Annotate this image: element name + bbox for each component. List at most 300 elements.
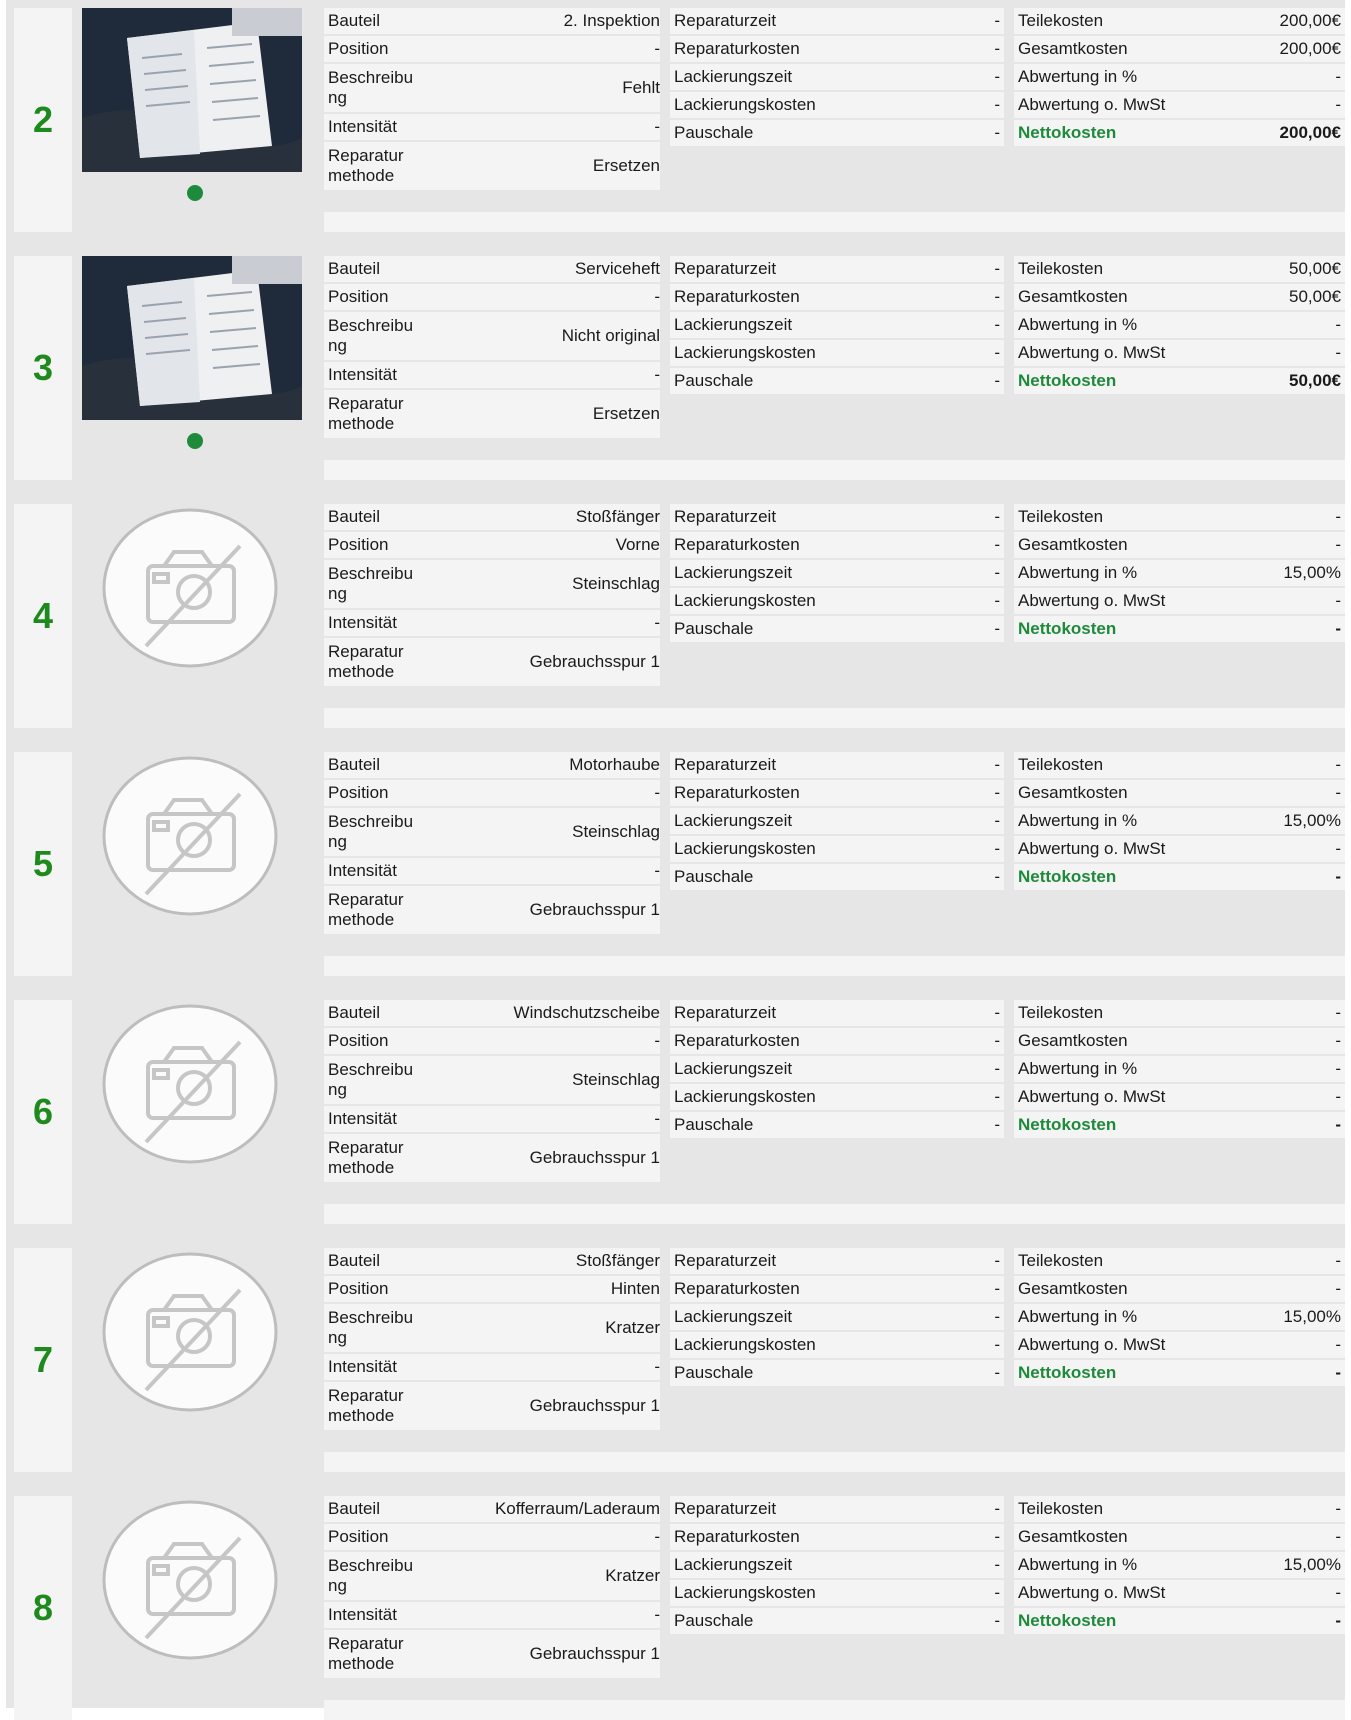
abwertung-mwst-value: - xyxy=(1335,1335,1341,1354)
lackierungskosten-label: Lackierungskosten xyxy=(674,591,816,610)
abwertung-pct-value: 15,00% xyxy=(1283,563,1341,582)
position-row xyxy=(324,1028,660,1054)
repair-costs xyxy=(670,8,1004,148)
intensitaet-row xyxy=(324,1354,660,1380)
reparaturkosten-row xyxy=(670,1524,1004,1550)
teilekosten-value: - xyxy=(1335,755,1341,774)
intensitaet-label: Intensität xyxy=(328,613,397,632)
abwertung-mwst-label: Abwertung o. MwSt xyxy=(1018,839,1166,858)
cost-summary xyxy=(1014,8,1345,148)
methode-row xyxy=(324,390,660,438)
beschreibung-value: Steinschlag xyxy=(572,1070,660,1089)
position-label: Position xyxy=(328,783,389,802)
methode-label: Reparaturmethode xyxy=(328,394,404,433)
damage-entry xyxy=(14,504,1345,728)
reparaturkosten-row xyxy=(670,1028,1004,1054)
lackierungszeit-value: - xyxy=(994,1307,1000,1326)
lackierungskosten-row xyxy=(670,1084,1004,1110)
reparaturzeit-row xyxy=(670,1496,1004,1522)
lackierungskosten-value: - xyxy=(994,591,1000,610)
lackierungskosten-row xyxy=(670,92,1004,118)
abwertung-mwst-value: - xyxy=(1335,95,1341,114)
reparaturkosten-value: - xyxy=(994,1527,1000,1546)
lackierungskosten-label: Lackierungskosten xyxy=(674,1335,816,1354)
pauschale-label: Pauschale xyxy=(674,123,754,142)
damage-number: 4 xyxy=(14,504,72,728)
damage-entry xyxy=(14,1000,1345,1224)
reparaturkosten-label: Reparaturkosten xyxy=(674,783,800,802)
bauteil-row xyxy=(324,1000,660,1026)
abwertung-mwst-label: Abwertung o. MwSt xyxy=(1018,1583,1166,1602)
damage-number: 3 xyxy=(14,256,72,480)
document-photo-image xyxy=(82,256,302,420)
damage-details xyxy=(324,1496,660,1680)
bauteil-row xyxy=(324,8,660,34)
document-photo-image xyxy=(82,8,302,172)
damage-number: 8 xyxy=(14,1496,72,1720)
abwertung-mwst-value: - xyxy=(1335,839,1341,858)
gesamtkosten-label: Gesamtkosten xyxy=(1018,1279,1128,1298)
reparaturzeit-value: - xyxy=(994,259,1000,278)
abwertung-pct-value: 15,00% xyxy=(1283,1555,1341,1574)
damage-details xyxy=(324,1248,660,1432)
no-image-placeholder xyxy=(102,508,278,668)
gesamtkosten-label: Gesamtkosten xyxy=(1018,39,1128,58)
lackierungszeit-label: Lackierungszeit xyxy=(674,315,793,334)
entry-footer-bar xyxy=(324,1700,1345,1720)
teilekosten-label: Teilekosten xyxy=(1018,1251,1104,1270)
abwertung-pct-row xyxy=(1014,312,1345,338)
abwertung-mwst-label: Abwertung o. MwSt xyxy=(1018,95,1166,114)
repair-costs xyxy=(670,256,1004,396)
teilekosten-label: Teilekosten xyxy=(1018,259,1104,278)
cost-summary xyxy=(1014,504,1345,644)
pauschale-row xyxy=(670,368,1004,394)
gesamtkosten-value: - xyxy=(1335,783,1341,802)
reparaturkosten-row xyxy=(670,1276,1004,1302)
lackierungszeit-label: Lackierungszeit xyxy=(674,563,793,582)
gesamtkosten-row xyxy=(1014,780,1345,806)
teilekosten-row xyxy=(1014,8,1345,34)
nettokosten-row xyxy=(1014,1608,1345,1634)
damage-entry xyxy=(14,1248,1345,1472)
reparaturzeit-value: - xyxy=(994,507,1000,526)
damage-photo[interactable] xyxy=(82,8,302,172)
bauteil-row xyxy=(324,256,660,282)
reparaturzeit-label: Reparaturzeit xyxy=(674,507,777,526)
methode-value: Gebrauchsspur 1 xyxy=(529,652,660,671)
abwertung-mwst-row xyxy=(1014,1580,1345,1606)
pauschale-row xyxy=(670,616,1004,642)
beschreibung-label: Beschreibung xyxy=(328,1556,414,1595)
intensitaet-label: Intensität xyxy=(328,365,397,384)
reparaturzeit-row xyxy=(670,1248,1004,1274)
position-label: Position xyxy=(328,535,389,554)
teilekosten-value: 200,00€ xyxy=(1279,11,1341,30)
gesamtkosten-label: Gesamtkosten xyxy=(1018,1527,1128,1546)
methode-value: Ersetzen xyxy=(592,404,660,423)
gesamtkosten-label: Gesamtkosten xyxy=(1018,1031,1128,1050)
position-value: - xyxy=(654,287,660,306)
beschreibung-row xyxy=(324,1056,660,1104)
abwertung-pct-value: - xyxy=(1335,67,1341,86)
position-row xyxy=(324,1524,660,1550)
pauschale-label: Pauschale xyxy=(674,1363,754,1382)
position-value: - xyxy=(654,39,660,58)
reparaturzeit-label: Reparaturzeit xyxy=(674,755,777,774)
pauschale-row xyxy=(670,1112,1004,1138)
intensitaet-value: - xyxy=(654,1605,660,1624)
lackierungszeit-row xyxy=(670,1304,1004,1330)
nettokosten-label: Nettokosten xyxy=(1018,371,1117,390)
teilekosten-label: Teilekosten xyxy=(1018,11,1104,30)
entry-footer-bar xyxy=(324,212,1345,232)
damage-photo[interactable] xyxy=(82,256,302,420)
gesamtkosten-label: Gesamtkosten xyxy=(1018,287,1128,306)
methode-label: Reparaturmethode xyxy=(328,1386,404,1425)
abwertung-pct-row xyxy=(1014,64,1345,90)
lackierungskosten-row xyxy=(670,1332,1004,1358)
nettokosten-label: Nettokosten xyxy=(1018,123,1117,142)
beschreibung-label: Beschreibung xyxy=(328,812,414,851)
bauteil-row xyxy=(324,752,660,778)
status-dot xyxy=(187,185,203,201)
beschreibung-row xyxy=(324,1552,660,1600)
teilekosten-value: - xyxy=(1335,1251,1341,1270)
bauteil-value: Kofferraum/Laderaum xyxy=(494,1499,660,1518)
intensitaet-value: - xyxy=(654,365,660,384)
abwertung-mwst-row xyxy=(1014,1332,1345,1358)
abwertung-pct-row xyxy=(1014,808,1345,834)
abwertung-mwst-label: Abwertung o. MwSt xyxy=(1018,343,1166,362)
bauteil-value: Windschutzscheibe xyxy=(513,1003,660,1022)
abwertung-pct-value: - xyxy=(1335,315,1341,334)
reparaturzeit-value: - xyxy=(994,1499,1000,1518)
pauschale-label: Pauschale xyxy=(674,1115,754,1134)
abwertung-pct-row xyxy=(1014,1304,1345,1330)
repair-costs xyxy=(670,752,1004,892)
reparaturzeit-row xyxy=(670,8,1004,34)
nettokosten-value: - xyxy=(1335,1363,1341,1382)
abwertung-pct-label: Abwertung in % xyxy=(1018,1555,1138,1574)
bauteil-label: Bauteil xyxy=(328,1499,380,1518)
nettokosten-row xyxy=(1014,1112,1345,1138)
methode-row xyxy=(324,886,660,934)
methode-value: Ersetzen xyxy=(592,156,660,175)
lackierungskosten-row xyxy=(670,588,1004,614)
bauteil-value: Motorhaube xyxy=(569,755,660,774)
intensitaet-value: - xyxy=(654,613,660,632)
reparaturzeit-label: Reparaturzeit xyxy=(674,11,777,30)
reparaturzeit-label: Reparaturzeit xyxy=(674,1499,777,1518)
intensitaet-row xyxy=(324,362,660,388)
pauschale-value: - xyxy=(994,1115,1000,1134)
pauschale-value: - xyxy=(994,1611,1000,1630)
gesamtkosten-row xyxy=(1014,36,1345,62)
reparaturkosten-value: - xyxy=(994,1279,1000,1298)
beschreibung-label: Beschreibung xyxy=(328,68,414,107)
nettokosten-label: Nettokosten xyxy=(1018,1115,1117,1134)
position-label: Position xyxy=(328,1031,389,1050)
entry-footer-bar xyxy=(324,460,1345,480)
reparaturkosten-label: Reparaturkosten xyxy=(674,535,800,554)
damage-details xyxy=(324,1000,660,1184)
methode-label: Reparaturmethode xyxy=(328,890,404,929)
bauteil-value: Stoßfänger xyxy=(575,1251,660,1270)
teilekosten-label: Teilekosten xyxy=(1018,1499,1104,1518)
intensitaet-row xyxy=(324,114,660,140)
reparaturkosten-value: - xyxy=(994,1031,1000,1050)
teilekosten-value: - xyxy=(1335,1499,1341,1518)
nettokosten-label: Nettokosten xyxy=(1018,1611,1117,1630)
intensitaet-label: Intensität xyxy=(328,861,397,880)
nettokosten-label: Nettokosten xyxy=(1018,1363,1117,1382)
cost-summary xyxy=(1014,1248,1345,1388)
intensitaet-value: - xyxy=(654,117,660,136)
position-label: Position xyxy=(328,39,389,58)
reparaturzeit-label: Reparaturzeit xyxy=(674,1003,777,1022)
reparaturkosten-value: - xyxy=(994,535,1000,554)
lackierungszeit-label: Lackierungszeit xyxy=(674,811,793,830)
repair-costs xyxy=(670,1248,1004,1388)
abwertung-mwst-label: Abwertung o. MwSt xyxy=(1018,1335,1166,1354)
bauteil-label: Bauteil xyxy=(328,1003,380,1022)
repair-costs xyxy=(670,1496,1004,1636)
teilekosten-row xyxy=(1014,256,1345,282)
lackierungszeit-row xyxy=(670,1056,1004,1082)
lackierungskosten-label: Lackierungskosten xyxy=(674,343,816,362)
beschreibung-label: Beschreibung xyxy=(328,1060,414,1099)
abwertung-pct-row xyxy=(1014,1552,1345,1578)
methode-label: Reparaturmethode xyxy=(328,1138,404,1177)
methode-row xyxy=(324,638,660,686)
beschreibung-value: Kratzer xyxy=(605,1566,660,1585)
cost-summary xyxy=(1014,256,1345,396)
bauteil-label: Bauteil xyxy=(328,1251,380,1270)
lackierungskosten-row xyxy=(670,1580,1004,1606)
pauschale-row xyxy=(670,1608,1004,1634)
intensitaet-value: - xyxy=(654,1357,660,1376)
pauschale-row xyxy=(670,1360,1004,1386)
lackierungskosten-value: - xyxy=(994,343,1000,362)
lackierungszeit-label: Lackierungszeit xyxy=(674,1555,793,1574)
gesamtkosten-row xyxy=(1014,284,1345,310)
lackierungskosten-value: - xyxy=(994,95,1000,114)
position-value: - xyxy=(654,783,660,802)
repair-costs xyxy=(670,1000,1004,1140)
nettokosten-label: Nettokosten xyxy=(1018,619,1117,638)
position-row xyxy=(324,532,660,558)
no-image-icon xyxy=(102,1252,278,1412)
abwertung-mwst-label: Abwertung o. MwSt xyxy=(1018,591,1166,610)
reparaturzeit-row xyxy=(670,256,1004,282)
damage-details xyxy=(324,752,660,936)
position-row xyxy=(324,1276,660,1302)
lackierungszeit-row xyxy=(670,312,1004,338)
damage-report-sheet xyxy=(6,0,1345,1708)
gesamtkosten-row xyxy=(1014,1028,1345,1054)
no-image-placeholder xyxy=(102,1500,278,1660)
lackierungskosten-value: - xyxy=(994,1087,1000,1106)
bauteil-label: Bauteil xyxy=(328,507,380,526)
methode-row xyxy=(324,1382,660,1430)
abwertung-pct-row xyxy=(1014,560,1345,586)
teilekosten-row xyxy=(1014,1496,1345,1522)
entry-footer-bar xyxy=(324,1204,1345,1224)
teilekosten-row xyxy=(1014,752,1345,778)
intensitaet-row xyxy=(324,610,660,636)
gesamtkosten-value: - xyxy=(1335,535,1341,554)
reparaturkosten-value: - xyxy=(994,287,1000,306)
teilekosten-value: - xyxy=(1335,1003,1341,1022)
nettokosten-value: 200,00€ xyxy=(1279,123,1341,142)
reparaturkosten-label: Reparaturkosten xyxy=(674,1279,800,1298)
damage-number: 5 xyxy=(14,752,72,976)
reparaturzeit-value: - xyxy=(994,11,1000,30)
lackierungszeit-label: Lackierungszeit xyxy=(674,1307,793,1326)
no-image-icon xyxy=(102,1500,278,1660)
intensitaet-row xyxy=(324,858,660,884)
lackierungszeit-row xyxy=(670,808,1004,834)
no-image-placeholder xyxy=(102,756,278,916)
gesamtkosten-row xyxy=(1014,1524,1345,1550)
lackierungskosten-label: Lackierungskosten xyxy=(674,1087,816,1106)
entry-footer-bar xyxy=(324,708,1345,728)
abwertung-pct-value: 15,00% xyxy=(1283,1307,1341,1326)
lackierungskosten-value: - xyxy=(994,1583,1000,1602)
position-value: Vorne xyxy=(615,535,660,554)
methode-value: Gebrauchsspur 1 xyxy=(529,1148,660,1167)
beschreibung-value: Fehlt xyxy=(622,78,660,97)
lackierungskosten-value: - xyxy=(994,1335,1000,1354)
abwertung-mwst-row xyxy=(1014,836,1345,862)
lackierungskosten-row xyxy=(670,340,1004,366)
intensitaet-label: Intensität xyxy=(328,1357,397,1376)
abwertung-mwst-value: - xyxy=(1335,1087,1341,1106)
pauschale-label: Pauschale xyxy=(674,867,754,886)
gesamtkosten-row xyxy=(1014,1276,1345,1302)
beschreibung-row xyxy=(324,808,660,856)
reparaturkosten-label: Reparaturkosten xyxy=(674,1031,800,1050)
abwertung-mwst-label: Abwertung o. MwSt xyxy=(1018,1087,1166,1106)
abwertung-pct-label: Abwertung in % xyxy=(1018,1059,1138,1078)
reparaturzeit-row xyxy=(670,504,1004,530)
repair-costs xyxy=(670,504,1004,644)
beschreibung-row xyxy=(324,560,660,608)
lackierungszeit-label: Lackierungszeit xyxy=(674,67,793,86)
reparaturkosten-label: Reparaturkosten xyxy=(674,1527,800,1546)
no-image-icon xyxy=(102,756,278,916)
reparaturkosten-row xyxy=(670,780,1004,806)
nettokosten-row xyxy=(1014,616,1345,642)
nettokosten-value: - xyxy=(1335,1115,1341,1134)
pauschale-value: - xyxy=(994,123,1000,142)
nettokosten-value: - xyxy=(1335,1611,1341,1630)
abwertung-pct-label: Abwertung in % xyxy=(1018,315,1138,334)
damage-details xyxy=(324,8,660,192)
entry-footer-bar xyxy=(324,1452,1345,1472)
damage-entry xyxy=(14,256,1345,480)
reparaturkosten-value: - xyxy=(994,39,1000,58)
beschreibung-row xyxy=(324,312,660,360)
damage-number: 6 xyxy=(14,1000,72,1224)
entry-footer-bar xyxy=(324,956,1345,976)
cost-summary xyxy=(1014,1000,1345,1140)
bauteil-row xyxy=(324,504,660,530)
lackierungszeit-value: - xyxy=(994,1555,1000,1574)
pauschale-value: - xyxy=(994,619,1000,638)
position-row xyxy=(324,284,660,310)
bauteil-row xyxy=(324,1248,660,1274)
pauschale-value: - xyxy=(994,371,1000,390)
abwertung-mwst-row xyxy=(1014,588,1345,614)
intensitaet-label: Intensität xyxy=(328,1605,397,1624)
teilekosten-value: 50,00€ xyxy=(1289,259,1341,278)
reparaturkosten-row xyxy=(670,532,1004,558)
damage-number: 7 xyxy=(14,1248,72,1472)
reparaturzeit-value: - xyxy=(994,755,1000,774)
gesamtkosten-value: - xyxy=(1335,1031,1341,1050)
bauteil-value: 2. Inspektion xyxy=(563,11,660,30)
abwertung-pct-label: Abwertung in % xyxy=(1018,1307,1138,1326)
pauschale-row xyxy=(670,864,1004,890)
lackierungskosten-row xyxy=(670,836,1004,862)
intensitaet-label: Intensität xyxy=(328,1109,397,1128)
gesamtkosten-value: 200,00€ xyxy=(1279,39,1341,58)
reparaturkosten-row xyxy=(670,36,1004,62)
reparaturzeit-value: - xyxy=(994,1003,1000,1022)
reparaturkosten-value: - xyxy=(994,783,1000,802)
cost-summary xyxy=(1014,1496,1345,1636)
position-value: - xyxy=(654,1527,660,1546)
position-label: Position xyxy=(328,287,389,306)
lackierungskosten-label: Lackierungskosten xyxy=(674,95,816,114)
abwertung-mwst-row xyxy=(1014,1084,1345,1110)
position-row xyxy=(324,36,660,62)
lackierungszeit-value: - xyxy=(994,563,1000,582)
gesamtkosten-label: Gesamtkosten xyxy=(1018,783,1128,802)
beschreibung-value: Steinschlag xyxy=(572,574,660,593)
abwertung-pct-label: Abwertung in % xyxy=(1018,563,1138,582)
beschreibung-label: Beschreibung xyxy=(328,316,414,355)
reparaturzeit-row xyxy=(670,1000,1004,1026)
gesamtkosten-value: 50,00€ xyxy=(1289,287,1341,306)
position-label: Position xyxy=(328,1279,389,1298)
teilekosten-label: Teilekosten xyxy=(1018,1003,1104,1022)
pauschale-label: Pauschale xyxy=(674,1611,754,1630)
lackierungszeit-value: - xyxy=(994,1059,1000,1078)
lackierungszeit-value: - xyxy=(994,67,1000,86)
lackierungszeit-row xyxy=(670,1552,1004,1578)
lackierungszeit-value: - xyxy=(994,811,1000,830)
no-image-placeholder xyxy=(102,1252,278,1412)
intensitaet-value: - xyxy=(654,861,660,880)
gesamtkosten-value: - xyxy=(1335,1527,1341,1546)
abwertung-pct-row xyxy=(1014,1056,1345,1082)
methode-label: Reparaturmethode xyxy=(328,1634,404,1673)
nettokosten-value: - xyxy=(1335,619,1341,638)
bauteil-label: Bauteil xyxy=(328,259,380,278)
intensitaet-row xyxy=(324,1106,660,1132)
damage-details xyxy=(324,256,660,440)
bauteil-label: Bauteil xyxy=(328,11,380,30)
abwertung-pct-value: - xyxy=(1335,1059,1341,1078)
damage-entry xyxy=(14,8,1345,232)
methode-label: Reparaturmethode xyxy=(328,146,404,185)
abwertung-mwst-value: - xyxy=(1335,1583,1341,1602)
beschreibung-row xyxy=(324,1304,660,1352)
beschreibung-row xyxy=(324,64,660,112)
